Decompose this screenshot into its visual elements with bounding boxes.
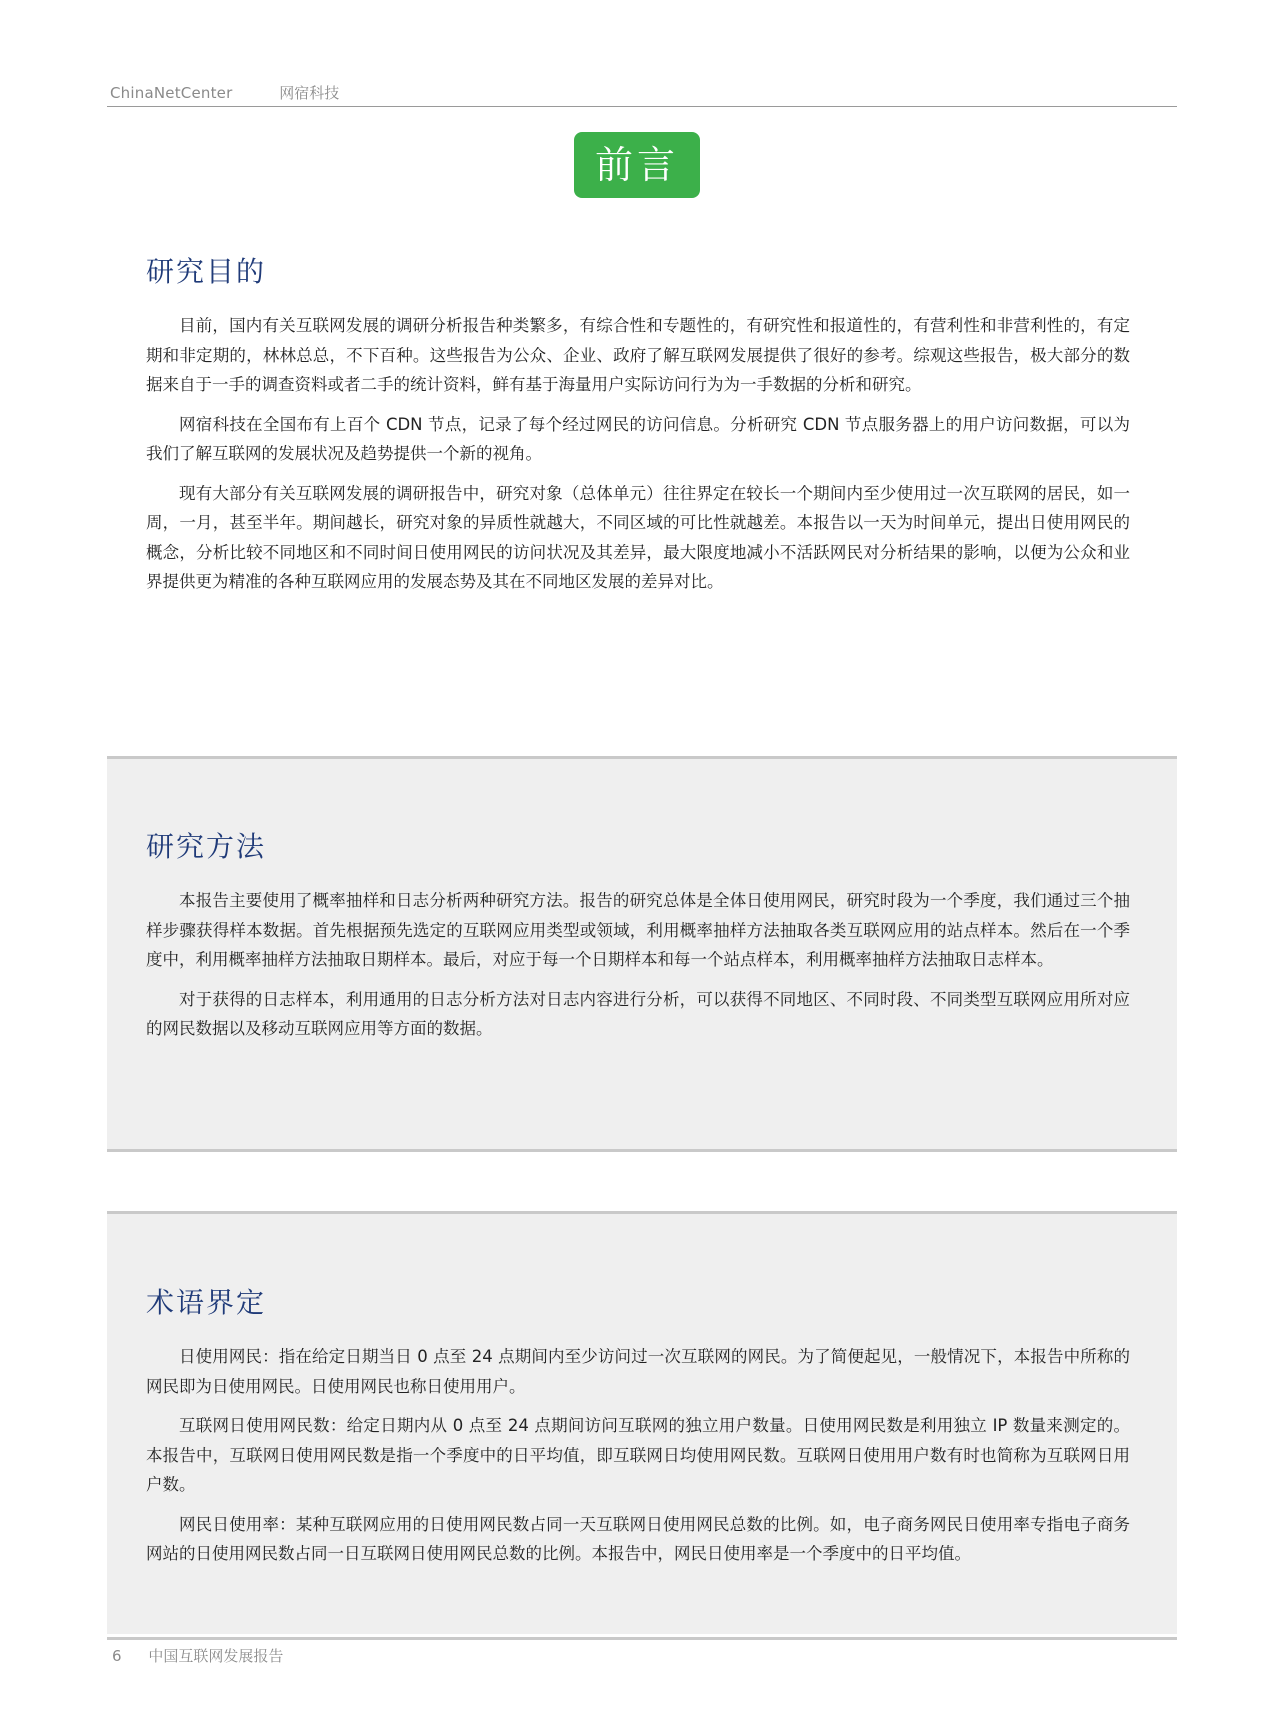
section-heading-terms: 术语界定 <box>146 1286 267 1319</box>
page-number: 6 <box>112 1647 122 1665</box>
paragraph: 网民日使用率：某种互联网应用的日使用网民数占同一天互联网日使用网民总数的比例。如，电子商务网民日使用率专指电子商务网站的日使用网民数占同一日互联网日使用网民总数的比例。本报告中，网民日使用率是一个季度中的日平均值。 <box>146 1514 1130 1563</box>
section-body-terms <box>146 1342 1130 1579</box>
paragraph: 目前，国内有关互联网发展的调研分析报告种类繁多，有综合性和专题性的，有研究性和报道性的，有营利性和非营利性的，有定期和非定期的，林林总总，不下百种。这些报告为公众、企业、政府了解互联网发展提供了很好的参考。综观这些报告，极大部分的数据来自于一手的调查资料或者二手的统计资料，鲜有基于海量用户实际访问行为为一手数据的分析和研究。 <box>146 316 1130 394</box>
page-footer <box>112 1645 283 1666</box>
paragraph: 互联网日使用网民数：给定日期内从 0 点至 24 点期间访问互联网的独立用户数量。日使用网民数是利用独立 IP 数量来测定的。本报告中，互联网日使用网民数是指一个季度中的日平均值，即互联网日均使用网民数。互联网日使用用户数有时也简称为互联网日用户数。 <box>146 1416 1130 1494</box>
page-title: 前言 <box>574 132 700 198</box>
header-brand: ChinaNetCenter <box>110 84 233 102</box>
section-body-method <box>146 886 1130 1054</box>
footer-divider <box>107 1637 1177 1640</box>
section-heading-method: 研究方法 <box>146 830 267 863</box>
paragraph: 日使用网民：指在给定日期当日 0 点至 24 点期间内至少访问过一次互联网的网民。为了简便起见，一般情况下，本报告中所称的网民即为日使用网民。日使用网民也称日使用用户。 <box>146 1347 1130 1396</box>
header-company: 网宿科技 <box>279 84 340 102</box>
paragraph: 本报告主要使用了概率抽样和日志分析两种研究方法。报告的研究总体是全体日使用网民，研究时段为一个季度，我们通过三个抽样步骤获得样本数据。首先根据预先选定的互联网应用类型或领域，利用概率抽样方法抽取各类互联网应用的站点样本。然后在一个季度中，利用概率抽样方法抽取日期样本。最后，对应于每一个日期样本和每一个站点样本，利用概率抽样方法抽取日志样本。 <box>146 891 1130 969</box>
paragraph: 现有大部分有关互联网发展的调研报告中，研究对象（总体单元）往往界定在较长一个期间内至少使用过一次互联网的居民，如一周，一月，甚至半年。期间越长，研究对象的异质性就越大，不同区域的可比性就越差。本报告以一天为时间单元，提出日使用网民的概念，分析比较不同地区和不同时间日使用网民的访问状况及其差异，最大限度地减小不活跃网民对分析结果的影响，以便为公众和业界提供更为精准的各种互联网应用的发展态势及其在不同地区发展的差异对比。 <box>146 483 1130 591</box>
paragraph: 网宿科技在全国布有上百个 CDN 节点，记录了每个经过网民的访问信息。分析研究 CDN 节点服务器上的用户访问数据，可以为我们了解互联网的发展状况及趋势提供一个新的视角。 <box>146 414 1130 463</box>
page-header <box>110 82 339 103</box>
section-heading-purpose: 研究目的 <box>146 255 267 288</box>
header-divider <box>107 106 1177 107</box>
paragraph: 对于获得的日志样本，利用通用的日志分析方法对日志内容进行分析，可以获得不同地区、不同时段、不同类型互联网应用所对应的网民数据以及移动互联网应用等方面的数据。 <box>146 989 1130 1038</box>
report-title: 中国互联网发展报告 <box>148 1647 284 1665</box>
section-body-purpose <box>146 311 1130 607</box>
